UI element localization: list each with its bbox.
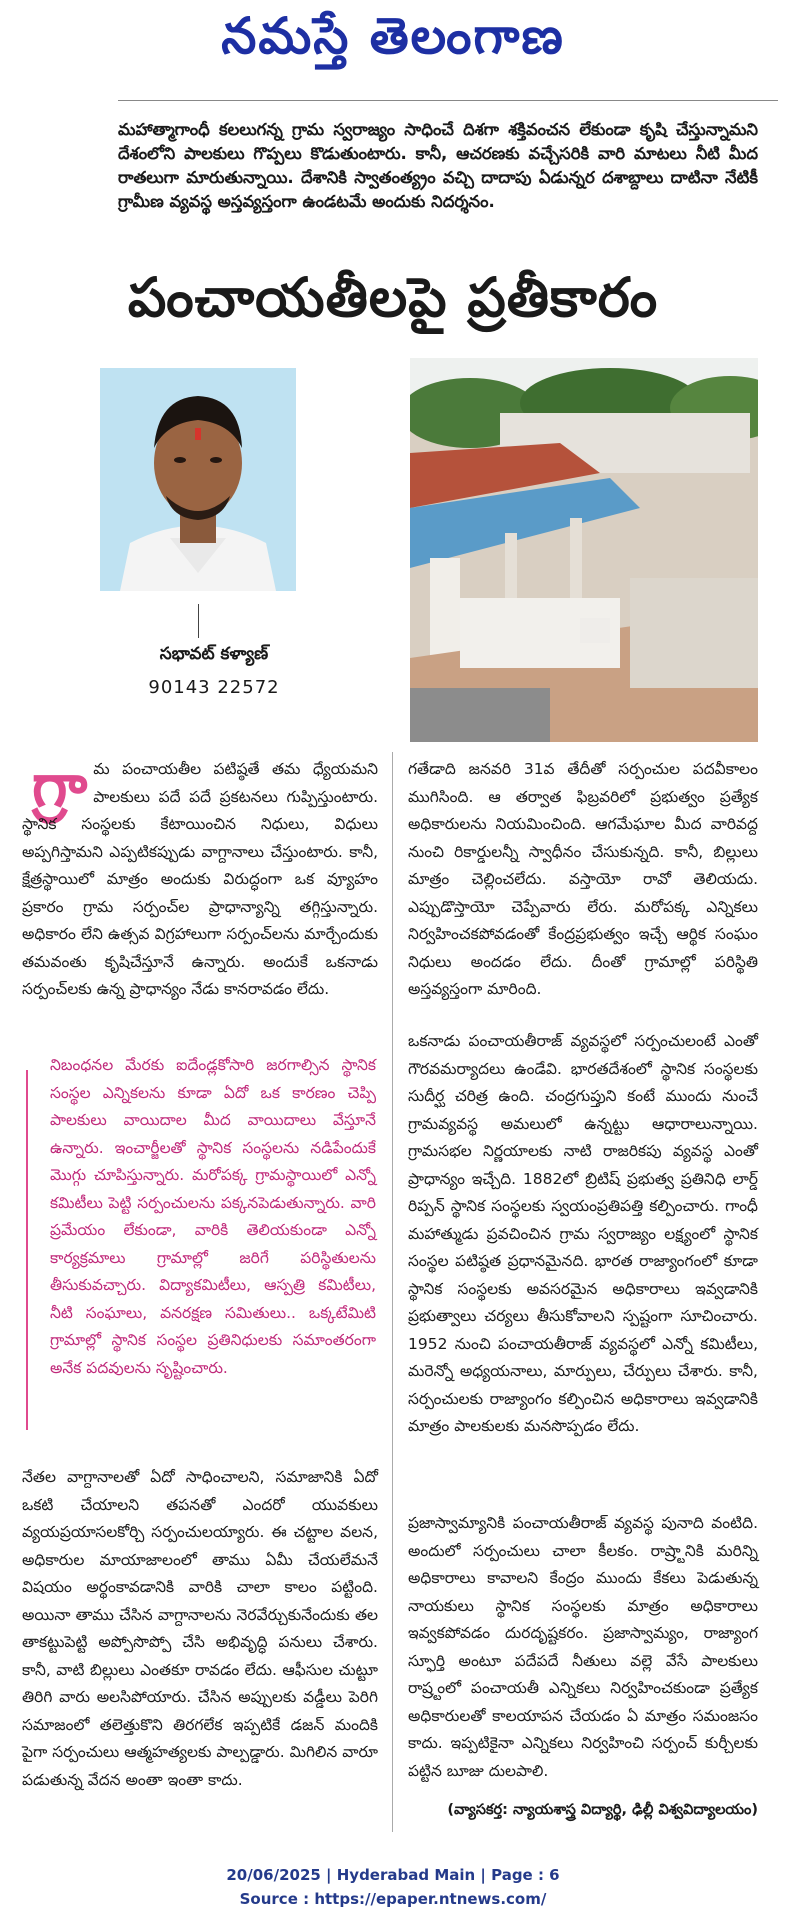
- right-paragraph-3: ప్రజాస్వామ్యానికి పంచాయతీరాజ్ వ్యవస్థ పునాది వంటిది. అందులో సర్పంచులు చాలా కీలకం. రాష్ర్టానికి మరిన్ని అధికారాలు కావాలని కేంద్రం ముందు కేకలు పెడుతున్న నాయకులు స్థానిక సంస్థలకు మాత్రం అధికారాలు ఇవ్వకపోవడం దురదృష్టకరం. ప్రజాస్వామ్యం, రాజ్యాంగ స్ఫూర్తి అంటూ పదేపదే నీతులు వల్లె వేసే పాలకులు రాష్ర్టంలో పంచాయతీ ఎన్నికలు నిర్వహించకుండా ప్రత్యేక అధికారులతో కాలయాపన చేయడం ఏ మాత్రం సమంజసం కాదు. ఇప్పటికైనా ఎన్నికలు నిర్వహించి సర్పంచ్ కుర్చీలకు పట్టిన బూజు దులపాలి.: [408, 1514, 758, 1780]
- village-photo-illustration: [410, 358, 758, 742]
- left-paragraph-1-text: మ పంచాయతీల పటిష్ఠతే తమ ధ్యేయమని పాలకులు పదే పదే ప్రకటనలు గుప్పిస్తుంటారు. స్థానిక సంస్థలకు కేటాయించిన నిధులు, విధులు అప్పగిస్తామని ఎప్పటికప్పుడు వాగ్దానాలు చేస్తుంటారు. కానీ, క్షేత్రస్థాయిలో మాత్రం అందుకు విరుద్ధంగా ఒక వ్యూహం ప్రకారం గ్రామ సర్పంచ్‌ల ప్రాధాన్యాన్ని తగ్గిస్తున్నారు. అధికారం లేని ఉత్సవ విగ్రహాలుగా సర్పంచ్‌లను మార్చేందుకు తమవంతు కృషిచేస్తూనే ఉన్నారు. అందుకే ఒకనాడు సర్పంచ్‌లకు ఉన్న ప్రాధాన్యం నేడు కానరావడం లేదు.: [22, 760, 378, 998]
- right-paragraph-2: ఒకనాడు పంచాయతీరాజ్ వ్యవస్థలో సర్పంచులంటే ఎంతో గౌరవమర్యాదలు ఉండేవి. భారతదేశంలో స్థానిక సంస్థలకు సుదీర్ఘ చరిత్ర ఉంది. చంద్రగుప్తుని కంటే ముందు నుంచే గ్రామవ్యవస్థ అమలులో ఉన్నట్టు ఆధారాలున్నాయి. గ్రామసభల నిర్ణయాలకు నాటి రాజరికపు వ్యవస్థ ఎంతో ప్రాధాన్యం ఇచ్చేది. 1882లో బ్రిటిష్ ప్రభుత్వ ప్రతినిధి లార్డ్ రిప్పన్ స్థానిక సంస్థలకు స్వయంప్రతిపత్తి కల్పించారు. గాంధీ మహాత్ముడు ప్రవచించిన గ్రామ స్వరాజ్యం లక్ష్యంలో స్థానిక సంస్థల పటిష్ఠత ప్రధానమైనది. భారత రాజ్యాంగంలో కూడా స్థానిక సంస్థలకు అవసరమైన అధికారాలు ఇవ్వడానికి ప్రభుత్వాలు చర్యలు తీసుకోవాలని స్పష్టంగా సూచించారు. 1952 నుంచి పంచాయతీరాజ్ వ్యవస్థలో ఎన్నో కమిటీలు, మరెన్నో అధ్యయనాలు, మార్పులు, చేర్పులు చేశారు. కానీ, సర్పంచులకు రాజ్యాంగం కల్పించిన అధికారాలు ఇవ్వడానికి మాత్రం పాలకులకు మనసొప్పడం లేదు.: [408, 1032, 758, 1435]
- masthead-logo: నమస్తే తెలంగాణ: [221, 6, 565, 65]
- article-headline: పంచాయతీలపై ప్రతీకారం: [127, 266, 659, 329]
- footer-edition-info: 20/06/2025 | Hyderabad Main | Page : 6: [226, 1866, 560, 1884]
- author-credential-note: (వ్యాసకర్త: న్యాయశాస్త్ర విద్యార్థి, ఢిల్లీ విశ్వవిద్యాలయం): [447, 1802, 758, 1818]
- village-photo: [410, 358, 758, 742]
- column-divider: [392, 752, 393, 1832]
- drop-cap: గ్రా: [32, 751, 88, 821]
- left-paragraph-2: నేతల వాగ్దానాలతో ఏదో సాధించాలని, సమాజానికి ఏదో ఒకటి చేయాలని తపనతో ఎందరో యువకులు వ్యయప్రయాసలకోర్చి సర్పంచులయ్యారు. ఈ చట్టాల వలన, అధికారుల మాయాజాలంలో తాము ఏమీ చేయలేమనే విషయం అర్థంకావడానికి వారికి చాలా కాలం పట్టింది. అయినా తాము చేసిన వాగ్దానాలను నెరవేర్చుకునేందుకు తల తాకట్టుపెట్టి అప్పోసొప్పో చేసి అభివృద్ధి పనులు చేశారు. కానీ, వాటి బిల్లులు ఎంతకూ రావడం లేదు. ఆఫీసుల చుట్టూ తిరిగి వారు అలసిపోయారు. చేసిన అప్పులకు వడ్డీలు పెరిగి సమాజంలో తలెత్తుకొని తిరగలేక ఇప్పటికే డజన్ మందికి పైగా సర్పంచులు ఆత్మహత్యలకు పాల్పడ్డారు. మిగిలిన వారూ పడుతున్న వేదన అంతా ఇంతా కాదు.: [22, 1468, 378, 1789]
- author-phone: 90143 22572: [148, 677, 280, 698]
- footer-source-link[interactable]: Source : https://epaper.ntnews.com/: [239, 1890, 547, 1908]
- masthead-divider: [118, 100, 778, 101]
- author-divider: [198, 604, 199, 638]
- quote-bar: [26, 1070, 28, 1430]
- left-paragraph-1: [22, 751, 378, 1004]
- pull-quote: నిబంధనల మేరకు ఐదేండ్లకోసారి జరగాల్సిన స్థానిక సంస్థల ఎన్నికలను కూడా ఏదో ఒక కారణం చెప్పి పాలకులు వాయిదాల మీద వాయిదాలు వేస్తూనే ఉన్నారు. ఇంచార్జీలతో స్థానిక సంస్థలను నడిపేందుకే మొగ్గు చూపిస్తున్నారు. మరోపక్క గ్రామస్థాయిలో ఎన్నో కమిటీలు పెట్టి సర్పంచులను పక్కనపెడుతున్నారు. వారి ప్రమేయం లేకుండా, వారికి తెలియకుండా ఎన్నో కార్యక్రమాలు గ్రామాల్లో జరిగే పరిస్థితులను తీసుకువచ్చారు. విద్యాకమిటీలు, ఆస్పత్రి కమిటీలు, నీటి సంఘాలు, వనరక్షణ సమితులు.. ఒక్కటేమిటి గ్రామాల్లో స్థానిక సంస్థల ప్రతినిధులకు సమాంతరంగా అనేక పదవులను సృష్టించారు.: [50, 1056, 376, 1377]
- author-portrait-illustration: [100, 368, 296, 591]
- right-paragraph-1: గతేడాది జనవరి 31వ తేదీతో సర్పంచుల పదవీకాలం ముగిసింది. ఆ తర్వాత ఫిబ్రవరిలో ప్రభుత్వం ప్రత్యేక అధికారులను నియమించింది. ఆగమేఘాల మీద వారివద్ద నుంచి రికార్డులన్నీ స్వాధీనం చేసుకున్నది. కానీ, బిల్లులు మాత్రం చెల్లించలేదు. వస్తాయో రావో తెలియదు. ఎప్పుడొస్తాయో చెప్పేవారు లేరు. మరోపక్క ఎన్నికలు నిర్వహించకపోవడంతో కేంద్రప్రభుత్వం ఇచ్చే ఆర్థిక సంఘం నిధులు అందడం లేదు. దీంతో గ్రామాల్లో పరిస్థితి అస్తవ్యస్తంగా మారింది.: [408, 760, 758, 998]
- author-name: సభావట్ కళ్యాణ్: [159, 644, 269, 664]
- author-portrait: [100, 368, 296, 591]
- intro-summary: మహాత్మాగాంధీ కలలుగన్న గ్రామ స్వరాజ్యం సాధించే దిశగా శక్తివంచన లేకుండా కృషి చేస్తున్నామని దేశంలోని పాలకులు గొప్పలు కొడుతుంటారు. కానీ, ఆచరణకు వచ్చేసరికి వారి మాటలు నీటి మీద రాతలుగా మారుతున్నాయి. దేశానికి స్వాతంత్య్రం వచ్చి దాదాపు ఏడున్నర దశాబ్దాలు దాటినా నేటికీ గ్రామీణ వ్యవస్థ అస్తవ్యస్తంగా ఉండటమే అందుకు నిదర్శనం.: [118, 120, 758, 211]
